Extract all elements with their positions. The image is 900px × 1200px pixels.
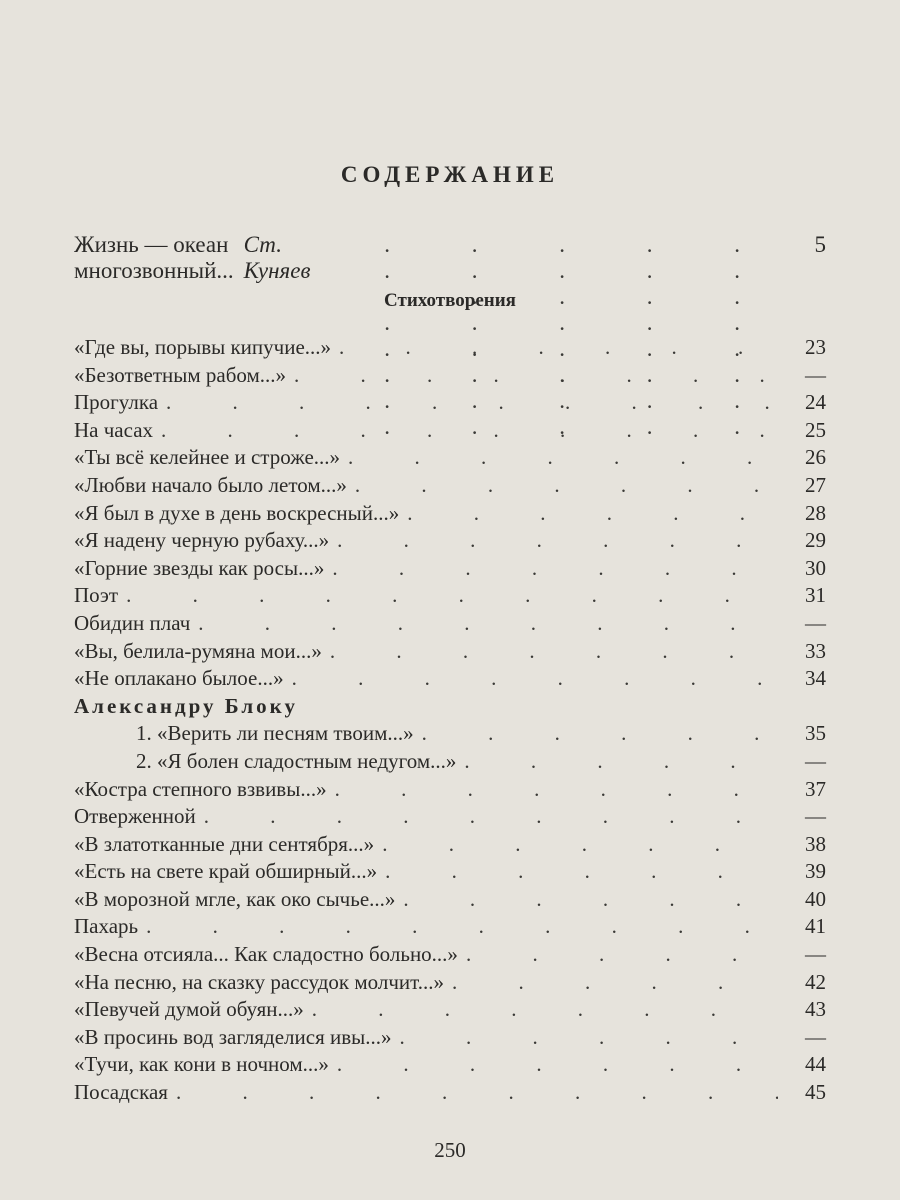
toc-entry-title: «Костра степного взвивы...» <box>74 776 327 801</box>
toc-entry <box>74 941 826 969</box>
toc-entry-page: 38 <box>805 831 826 856</box>
dot-leader <box>330 638 778 666</box>
dot-leader <box>146 913 778 941</box>
toc-entry <box>74 913 826 941</box>
toc-entry <box>74 803 826 831</box>
toc-entry <box>74 362 826 390</box>
toc-entry-page: 23 <box>805 335 826 359</box>
toc-entry-title: «Я был в духе в день воскресный...» <box>74 500 400 525</box>
toc-entry-title: «Ты всё келейнее и строже...» <box>74 445 341 470</box>
dot-leader <box>176 1079 778 1107</box>
dot-leader <box>312 996 778 1024</box>
dot-leader <box>382 831 778 859</box>
dot-leader <box>332 555 778 583</box>
page-title: СОДЕРЖАНИЕ <box>340 162 560 187</box>
toc-entry-page: 39 <box>805 859 826 884</box>
toc-entry <box>74 334 826 362</box>
toc-entry-title: «В просинь вод загляделися ивы...» <box>74 1024 392 1049</box>
dot-leader <box>337 527 778 555</box>
toc-entry-page: — <box>805 804 826 829</box>
intro-page: 5 <box>814 232 826 257</box>
toc-entry-page: 40 <box>805 886 826 911</box>
dot-leader <box>294 362 778 390</box>
dot-leader <box>126 582 778 610</box>
toc-entry <box>74 1024 826 1052</box>
toc-entry <box>74 969 826 997</box>
toc-entry-title: Обидин плач <box>74 610 191 635</box>
toc-entry-title: «Безответным рабом...» <box>74 362 287 387</box>
toc-entry-page: 41 <box>805 914 826 939</box>
toc-entry-title: «Есть на свете край обширный...» <box>74 859 378 884</box>
dot-leader <box>348 444 778 472</box>
toc-entry-title: «Любви начало было летом...» <box>74 472 347 497</box>
toc-entry-page: 44 <box>805 1052 826 1077</box>
toc-entry <box>74 527 826 555</box>
toc-entry <box>74 444 826 472</box>
toc-entry-page: 25 <box>805 417 826 442</box>
intro-title: Жизнь — океан многозвонный... <box>74 232 234 283</box>
toc-entry-title: «Я надену черную рубаху...» <box>74 528 330 553</box>
toc-entry-page: 34 <box>805 666 826 691</box>
dot-leader <box>161 417 778 445</box>
toc-entry-page: 28 <box>805 500 826 525</box>
toc-entry <box>74 610 826 638</box>
toc-entry-page: 35 <box>805 721 826 746</box>
toc-entry-page: — <box>805 748 826 773</box>
toc-entry <box>74 472 826 500</box>
toc-entry-page: 26 <box>805 445 826 470</box>
toc-entry <box>74 748 826 776</box>
toc-entry <box>74 996 826 1024</box>
toc-entry-title: На часах <box>74 417 154 442</box>
toc-entry <box>74 665 826 693</box>
toc-entry-page: — <box>805 1024 826 1049</box>
dot-leader <box>335 776 778 804</box>
dot-leader <box>422 720 778 748</box>
toc-entry-title: «Не оплакано былое...» <box>74 666 284 691</box>
toc-entry <box>74 858 826 886</box>
toc-entry <box>74 1051 826 1079</box>
dot-leader <box>464 748 778 776</box>
toc-entry <box>74 389 826 417</box>
toc-entry-title: «Горние звезды как росы...» <box>74 555 325 580</box>
toc-entry-page: 33 <box>805 638 826 663</box>
section-heading: Стихотворения <box>384 290 516 311</box>
toc-entry-title: 2. «Я болен сладостным недугом...» <box>136 748 457 773</box>
toc-entry <box>74 831 826 859</box>
dot-leader <box>166 389 778 417</box>
dot-leader <box>403 886 778 914</box>
toc-entry-title: «Весна отсияла... Как сладостно больно...» <box>74 942 458 967</box>
toc-entry-page: 27 <box>805 472 826 497</box>
toc-entry-page: — <box>805 362 826 387</box>
toc-entry <box>74 886 826 914</box>
toc-entry-page: 45 <box>805 1080 826 1105</box>
page-number: 250 <box>434 1138 466 1162</box>
intro-author: Ст. Куняев <box>243 232 311 283</box>
toc-entry <box>74 417 826 445</box>
toc-entry-title: 1. «Верить ли песням твоим...» <box>136 721 414 746</box>
toc-entry-page: — <box>805 610 826 635</box>
dot-leader <box>337 1051 778 1079</box>
toc-entry <box>74 638 826 666</box>
toc-entry-page: 30 <box>805 555 826 580</box>
toc-entry-title: Посадская <box>74 1080 168 1105</box>
dot-leader <box>292 665 778 693</box>
toc-entry-title: «В морозной мгле, как око сычье...» <box>74 886 396 911</box>
toc-entry-title: «Где вы, порывы кипучие...» <box>74 335 332 359</box>
dot-leader <box>198 610 778 638</box>
toc-entry-title: Поэт <box>74 583 119 608</box>
toc-entry-page: 42 <box>805 969 826 994</box>
toc-entry-title: «На песню, на сказку рассудок молчит...» <box>74 969 444 994</box>
dot-leader <box>452 969 778 997</box>
toc-entry-page: 43 <box>805 997 826 1022</box>
toc-entry-page: 31 <box>805 583 826 608</box>
toc-entry <box>74 582 826 610</box>
dot-leader <box>204 803 778 831</box>
dot-leader <box>385 858 778 886</box>
toc-entry <box>74 555 826 583</box>
toc-entry-page: 29 <box>805 528 826 553</box>
toc-entry-title: «Тучи, как кони в ночном...» <box>74 1052 329 1077</box>
toc-entry-title: Пахарь <box>74 914 139 939</box>
toc-entry <box>74 776 826 804</box>
toc-group-heading: Александру Блоку <box>74 693 298 718</box>
dot-leader <box>355 472 778 500</box>
toc-entry <box>74 1079 826 1107</box>
dot-leader <box>407 500 778 528</box>
toc-entry-title: «Певучей думой обуян...» <box>74 997 304 1022</box>
toc-entry-title: «Вы, белила-румяна мои...» <box>74 638 322 663</box>
toc-entry <box>74 693 826 721</box>
toc-entry-page: — <box>805 942 826 967</box>
dot-leader <box>339 334 778 362</box>
toc-entry <box>74 500 826 528</box>
toc-entry-title: Отверженной <box>74 804 196 829</box>
toc-entry <box>74 720 826 748</box>
dot-leader <box>400 1024 778 1052</box>
toc-entry-page: 24 <box>805 390 826 415</box>
dot-leader <box>466 941 778 969</box>
toc-entry-title: «В златотканные дни сентября...» <box>74 831 375 856</box>
toc-list <box>74 334 826 1107</box>
toc-entry-page: 37 <box>805 776 826 801</box>
toc-entry-title: Прогулка <box>74 390 159 415</box>
